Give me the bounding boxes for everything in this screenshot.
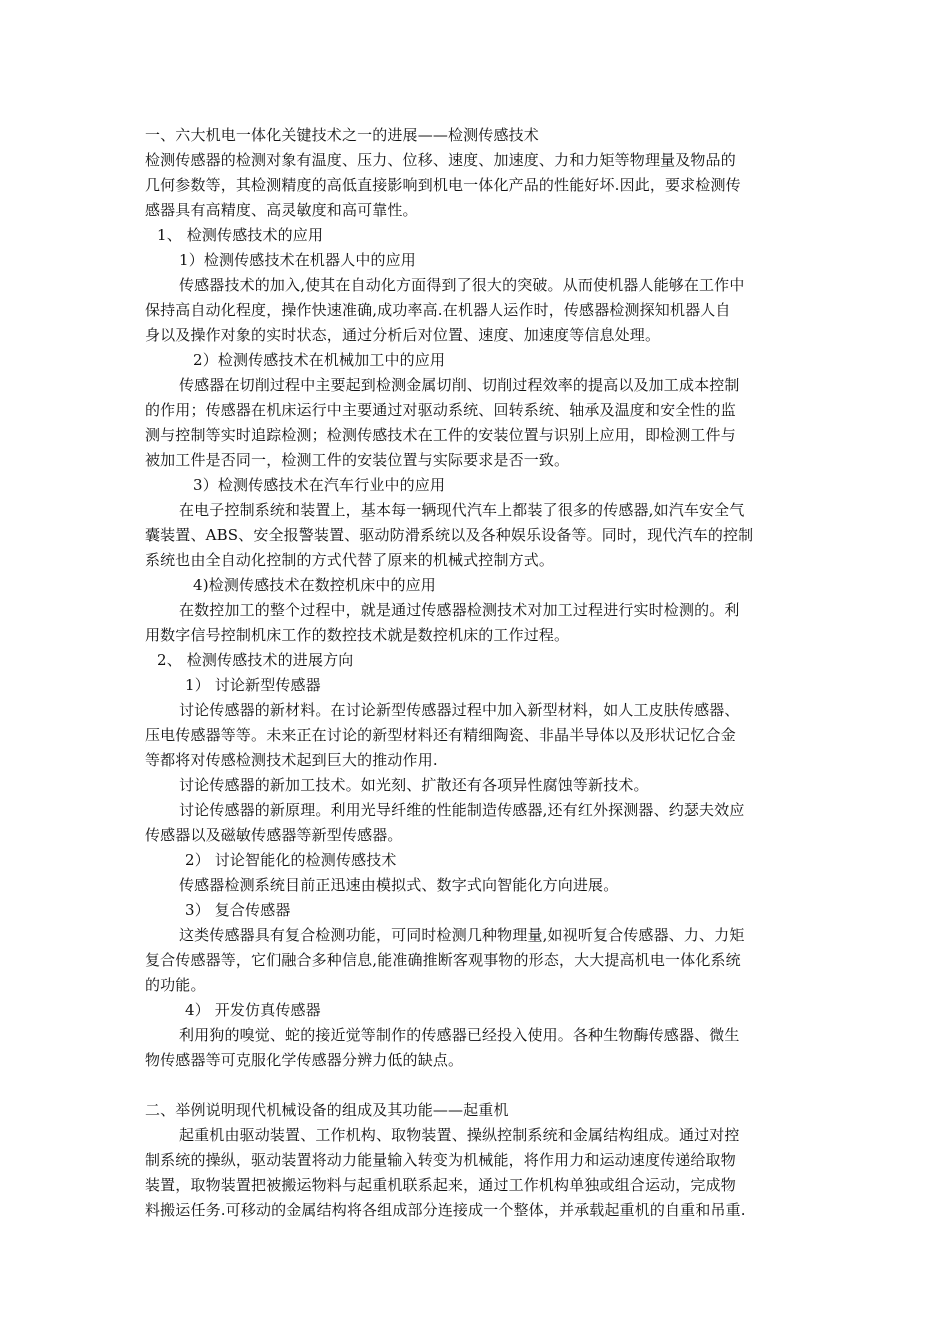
sub3-heading: 3）检测传感技术在汽车行业中的应用 (193, 476, 446, 494)
paragraph-line: 在数控加工的整个过程中，就是通过传感器检测技术对加工过程进行实时检测的。利 (179, 601, 740, 619)
intro-line: 检测传感器的检测对象有温度、压力、位移、速度、加速度、力和力矩等物理量及物品的 (145, 151, 736, 169)
paragraph-line: 传感器技术的加入,使其在自动化方面得到了很大的突破。从而使机器人能够在工作中 (179, 276, 745, 294)
paragraph-line: 的功能。 (145, 976, 206, 994)
paragraph-line: 用数字信号控制机床工作的数控技术就是数控机床的工作过程。 (145, 626, 570, 644)
paragraph-line: 传感器检测系统目前正迅速由模拟式、数字式向智能化方向进展。 (179, 876, 619, 894)
paragraph-line: 压电传感器等等。未来正在讨论的新型材料还有精细陶瓷、非晶半导体以及形状记忆合金 (145, 726, 736, 744)
paragraph-line: 在电子控制系统和装置上，基本每一辆现代汽车上都装了很多的传感器,如汽车安全气 (179, 501, 745, 519)
document-body (145, 123, 810, 1223)
dir3-heading: 3） 复合传感器 (185, 901, 291, 919)
paragraph-line: 讨论传感器的新加工技术。如光刻、扩散还有各项异性腐蚀等新技术。 (179, 776, 649, 794)
dir1-heading: 1） 讨论新型传感器 (185, 676, 321, 694)
section2-title: 二、举例说明现代机械设备的组成及其功能——起重机 (145, 1101, 509, 1119)
paragraph-line: 测与控制等实时追踪检测；检测传感技术在工件的安装位置与识别上应用，即检测工件与 (145, 426, 736, 444)
paragraph-line: 复合传感器等，它们融合多种信息,能准确推断客观事物的形态，大大提高机电一体化系统 (145, 951, 741, 969)
sub2-heading: 2）检测传感技术在机械加工中的应用 (193, 351, 446, 369)
paragraph-line: 的作用；传感器在机床运行中主要通过对驱动系统、回转系统、轴承及温度和安全性的监 (145, 401, 736, 419)
part2-heading: 2、 检测传感技术的进展方向 (157, 651, 354, 669)
paragraph-line: 制系统的操纵，驱动装置将动力能量输入转变为机械能，将作用力和运动速度传递给取物 (145, 1151, 736, 1169)
paragraph-line: 利用狗的嗅觉、蛇的接近觉等制作的传感器已经投入使用。各种生物酶传感器、微生 (179, 1026, 740, 1044)
section-spacer (145, 1073, 810, 1098)
paragraph-line: 起重机由驱动装置、工作机构、取物装置、操纵控制系统和金属结构组成。通过对控 (179, 1126, 740, 1144)
paragraph-line: 传感器以及磁敏传感器等新型传感器。 (145, 826, 403, 844)
paragraph-line: 保持高自动化程度，操作快速准确,成功率高.在机器人运作时，传感器检测探知机器人自 (145, 301, 731, 319)
paragraph-line: 装置，取物装置把被搬运物料与起重机联系起来，通过工作机构单独或组合运动，完成物 (145, 1176, 736, 1194)
paragraph-line: 这类传感器具有复合检测功能，可同时检测几种物理量,如视听复合传感器、力、力矩 (179, 926, 745, 944)
paragraph-line: 讨论传感器的新原理。利用光导纤维的性能制造传感器,还有红外探测器、约瑟夫效应 (179, 801, 745, 819)
intro-line: 感器具有高精度、高灵敏度和高可靠性。 (145, 201, 418, 219)
paragraph-line: 系统也由全自动化控制的方式代替了原来的机械式控制方式。 (145, 551, 555, 569)
part1-heading: 1、 检测传感技术的应用 (157, 226, 324, 244)
section1-title: 一、六大机电一体化关键技术之一的进展——检测传感技术 (145, 126, 539, 144)
paragraph-line: 传感器在切削过程中主要起到检测金属切削、切削过程效率的提高以及加工成本控制 (179, 376, 740, 394)
paragraph-line: 囊装置、ABS、安全报警装置、驱动防滑系统以及各种娱乐设备等。同时，现代汽车的控制 (145, 526, 754, 544)
sub4-heading: 4)检测传感技术在数控机床中的应用 (193, 576, 436, 594)
paragraph-line: 物传感器等可克服化学传感器分辨力低的缺点。 (145, 1051, 464, 1069)
dir4-heading: 4） 开发仿真传感器 (185, 1001, 321, 1019)
paragraph-line: 身以及操作对象的实时状态，通过分析后对位置、速度、加速度等信息处理。 (145, 326, 661, 344)
paragraph-line: 讨论传感器的新材料。在讨论新型传感器过程中加入新型材料，如人工皮肤传感器、 (179, 701, 740, 719)
dir2-heading: 2） 讨论智能化的检测传感技术 (185, 851, 397, 869)
intro-line: 几何参数等，其检测精度的高低直接影响到机电一体化产品的性能好坏.因此，要求检测传 (145, 176, 741, 194)
paragraph-line: 料搬运任务.可移动的金属结构将各组成部分连接成一个整体，并承载起重机的自重和吊重. (145, 1201, 746, 1219)
paragraph-line: 被加工件是否同一，检测工件的安装位置与实际要求是否一致。 (145, 451, 570, 469)
sub1-heading: 1）检测传感技术在机器人中的应用 (179, 251, 416, 269)
paragraph-line: 等都将对传感检测技术起到巨大的推动作用. (145, 751, 438, 769)
